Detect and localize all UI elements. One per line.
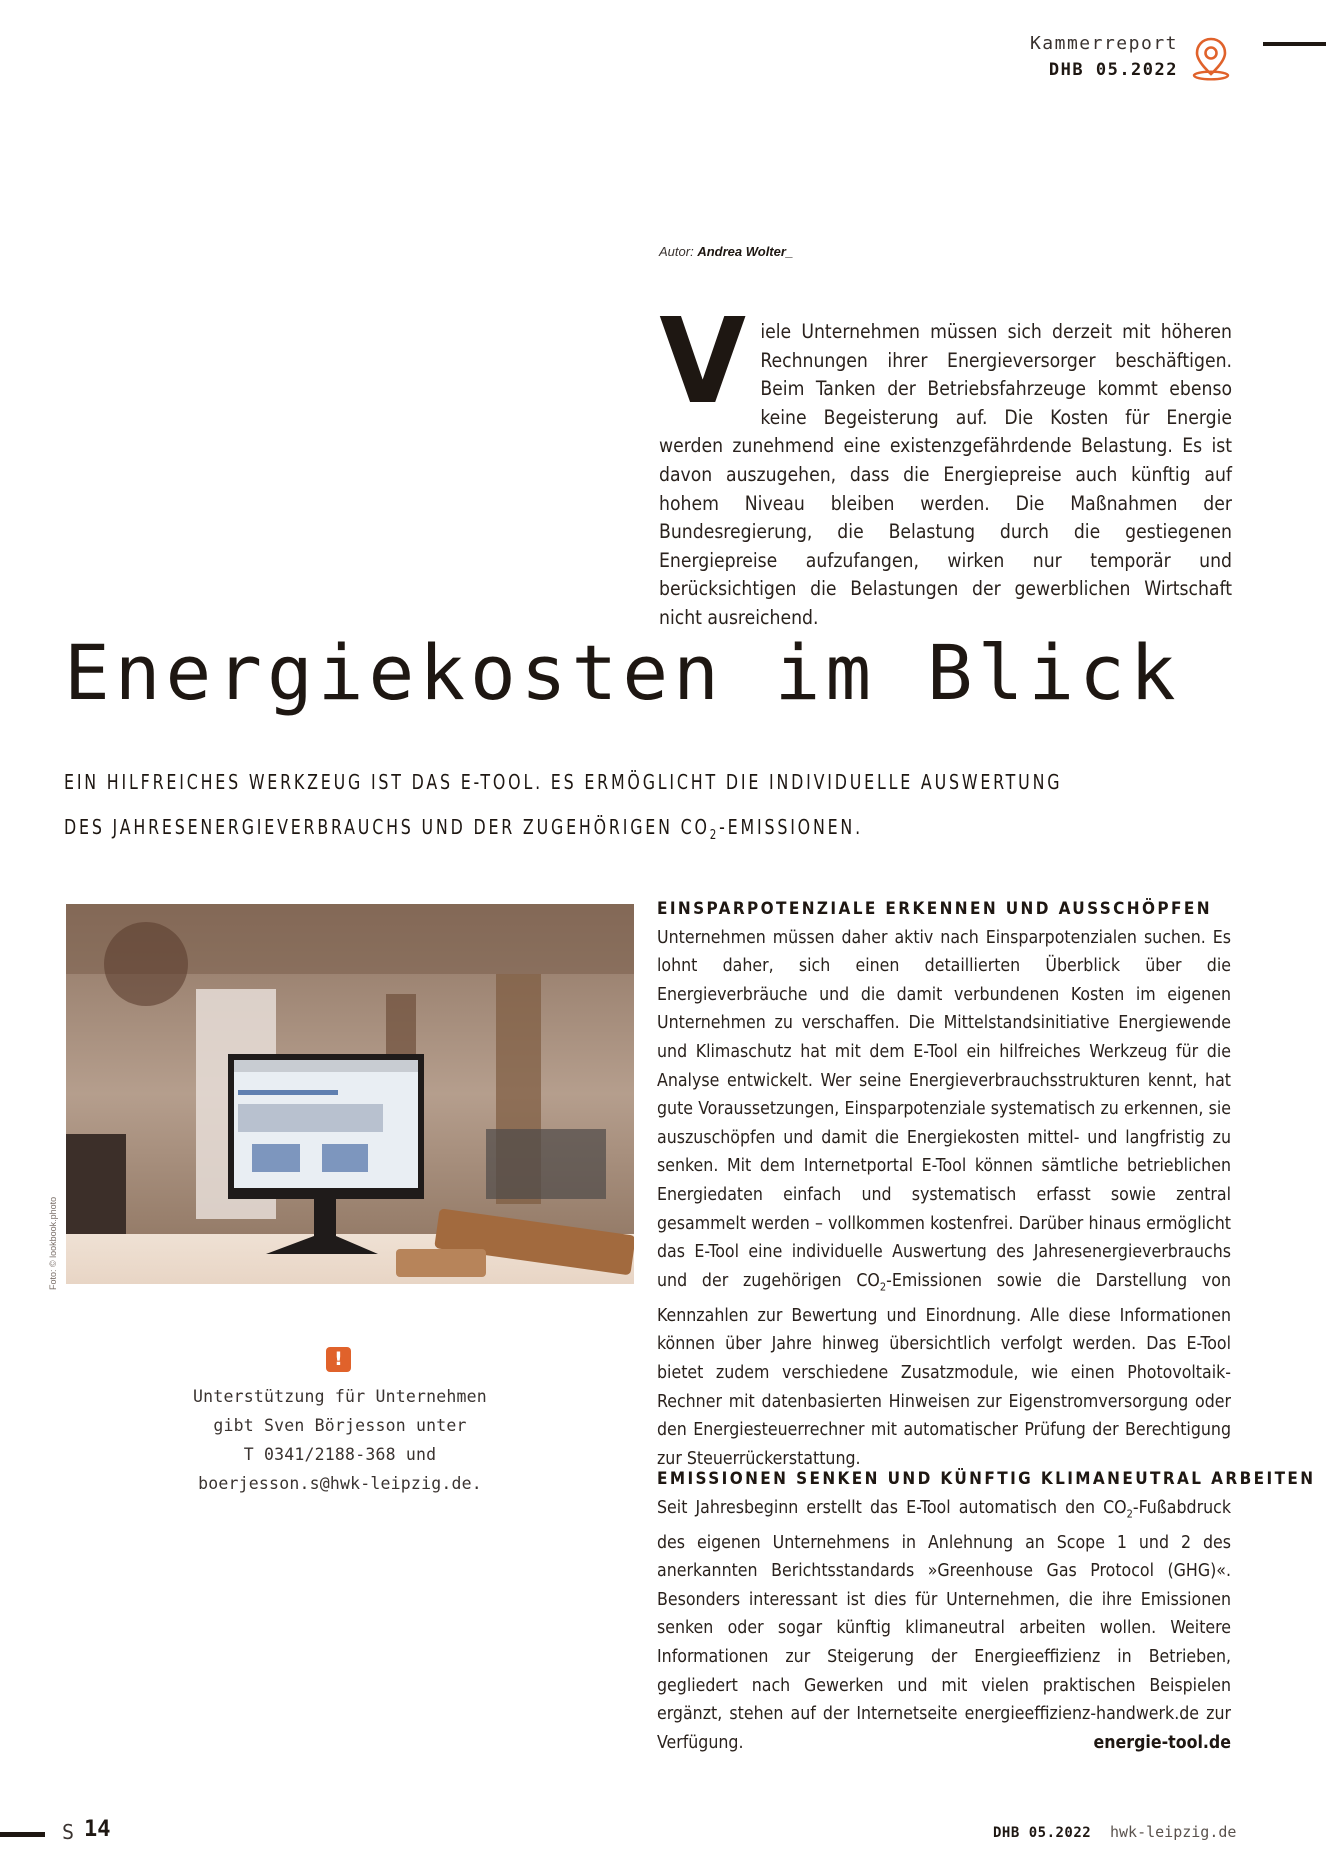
section-label: Kammerreport [1029,33,1178,54]
section-title: EINSPARPOTENZIALE ERKENNEN UND AUSSCHÖPFEN [657,899,1212,919]
footer-issue: DHB 05.2022 [993,1825,1092,1841]
exclamation-icon: ! [326,1347,351,1372]
intro-paragraph [659,292,1232,633]
subheadline [64,760,1067,858]
intro-text: iele Unternehmen müssen sich derzeit mit höheren Rechnungen ihrer Energieversorger beschäftigen. Beim Tanken der Betriebsfahrzeuge kommt ebenso keine Begeisterung auf. Die Kosten für Energie werden zunehmend eine existenzgefährdende Belastung. Es ist davon auszugehen, dass die Energiepreise auch künftig auf hohem Niveau bleiben werden. Die Maßnahmen der Bundesregierung, die Belastung durch die gestiegenen Energiepreise aufzufangen, wirken nur temporär und berücksichtigen die Belastungen der gewerblichen Wirtschaft nicht ausreichend. [659,320,1232,629]
drop-cap: V [659,292,747,430]
contact-email[interactable]: boerjesson.s@hwk-leipzig.de. [198,1474,482,1493]
location-pin-icon [1191,36,1231,82]
footer-website-link[interactable]: hwk-leipzig.de [1110,1823,1237,1841]
header-rule [1263,42,1326,46]
article-photo [66,904,634,1284]
contact-phone: T 0341/2188-368 und [243,1445,437,1464]
byline [659,244,793,259]
section-emissionen: EMISSIONEN SENKEN UND KÜNFTIG KLIMANEUTRAL ARBEITEN Seit Jahresbeginn erstellt das E-Tool automatisch den $CO_2$-Fußabdruck des eigenen Unternehmens in Anlehnung an Scope 1 und 2 des anerkannten Berichtsstandards »Greenhouse Gas Protocol (GHG)«. Besonders interessant ist dies für Unternehmen, die ihre Emissionen senken oder sogar künftig klimaneutral arbeiten wollen. Weitere Informationen zur Steigerung der Energieeffizienz in Betrieben, gegliedert nach Gewerken und mit vielen praktischen Beispielen ergänzt, stehen auf der Internetseite energieeffizienz-handwerk.de zur Verfügung. energie-tool.de [657,1465,1231,1757]
footer-rule [0,1832,45,1837]
byline-label: Autor: [659,244,694,259]
website-link[interactable]: energie-tool.de [1093,1732,1231,1753]
subhead-line-2: DES JAHRESENERGIEVERBRAUCHS UND DER ZUGEHÖRIGEN $CO_2$-EMISSIONEN. [64,815,863,843]
photo-credit: Foto: © lookbook.photo [48,1196,58,1290]
subhead-line-1: EIN HILFREICHES WERKZEUG IST DAS E-TOOL. ES ERMÖGLICHT DIE INDIVIDUELLE AUSWERTUNG [64,770,1063,794]
section-title: EMISSIONEN SENKEN UND KÜNFTIG KLIMANEUTRAL ARBEITEN [657,1469,1316,1489]
contact-line: Unterstützung für Unternehmen [193,1387,487,1406]
page-number: 14 [84,1817,111,1842]
section-text: -Fußabdruck des eigenen Unternehmens in Anlehnung an Scope 1 und 2 des anerkannten Berichtsstandards »Greenhouse Gas Protocol (GHG)«. Besonders interessant ist dies für Unternehmen, die ihre Emissionen senken oder sogar künftig klimaneutral arbeiten wollen. Weitere Informationen zur Steigerung der Energieeffizienz in Betrieben, gegliedert nach Gewerken und mit vielen praktischen Beispielen ergänzt, stehen auf der Internetseite energieeffizienz-handwerk.de zur Verfügung. [657,1497,1231,1753]
page-prefix: S [62,1820,75,1844]
contact-line: gibt Sven Börjesson unter [213,1416,467,1435]
section-einsparpotenziale: EINSPARPOTENZIALE ERKENNEN UND AUSSCHÖPFEN Unternehmen müssen daher aktiv nach Einsparpotenzialen suchen. Es lohnt daher, sich einen detaillierten Überblick über die Energieverbräuche und die damit verbundenen Kosten im eigenen Unternehmen zu verschaffen. Die Mittelstandsinitiative Energiewende und Klimaschutz hat mit dem E-Tool ein hilfreiches Werkzeug für die Analyse entwickelt. Wer seine Energieverbrauchsstrukturen kennt, hat gute Voraussetzungen, Einsparpotenziale systematisch zu erkennen, sie auszuschöpfen und damit die Energiekosten mittel- und langfristig zu senken. Mit dem Internetportal E-Tool können sämtliche betrieblichen Energiedaten einfach und systematisch erfasst sowie zentral gesammelt werden – vollkommen kostenfrei. Darüber hinaus ermöglicht das E-Tool eine individuelle Auswertung des Jahresenergieverbrauchs und der zugehörigen $CO_2$-Emissionen sowie die Darstellung von Kennzahlen zur Bewertung und Einordnung. Alle diese Informationen können über Jahre hinweg übersichtlich verfolgt werden. Das E-Tool bietet zudem verschiedene Zusatzmodule, wie einen Photovoltaik-Rechner mit datenbasierten Hinweisen zur Eigenstromversorgung oder den Energiesteuerrechner mit automatischer Prüfung der Berechtigung zur Steuerrückerstattung. [657,895,1231,1473]
issue-label: DHB 05.2022 [1048,60,1178,80]
author-name: Andrea Wolter_ [697,244,794,259]
workshop-photo-illustration [66,904,634,1284]
page-title: Energiekosten im Blick [64,628,1181,717]
section-text: Seit Jahresbeginn erstellt das E-Tool automatisch den CO [657,1497,1127,1518]
section-text: -Emissionen sowie die Darstellung von Kennzahlen zur Bewertung und Einordnung. Alle diese Informationen können über Jahre hinweg übersichtlich verfolgt werden. Das E-Tool bietet zudem verschiedene Zusatzmodule, wie einen Photovoltaik-Rechner mit datenbasierten Hinweisen zur Eigenstromversorgung oder den Energiesteuerrechner mit automatischer Prüfung der Berechtigung zur Steuerrückerstattung. [657,1270,1231,1469]
section-text: Unternehmen müssen daher aktiv nach Einsparpotenzialen suchen. Es lohnt daher, sich einen detaillierten Überblick über die Energieverbräuche und die damit verbundenen Kosten im eigenen Unternehmen zu verschaffen. Die Mittelstandsinitiative Energiewende und Klimaschutz hat mit dem E-Tool ein hilfreiches Werkzeug für die Analyse entwickelt. Wer seine Energieverbrauchsstrukturen kennt, hat gute Voraussetzungen, Einsparpotenziale systematisch zu erkennen, sie auszuschöpfen und damit die Energiekosten mittel- und langfristig zu senken. Mit dem Internetportal E-Tool können sämtliche betrieblichen Energiedaten einfach und systematisch erfasst sowie zentral gesammelt werden – vollkommen kostenfrei. Darüber hinaus ermöglicht das E-Tool eine individuelle Auswertung des Jahresenergieverbrauchs und der zugehörigen CO [657,927,1231,1291]
contact-info [160,1382,520,1498]
